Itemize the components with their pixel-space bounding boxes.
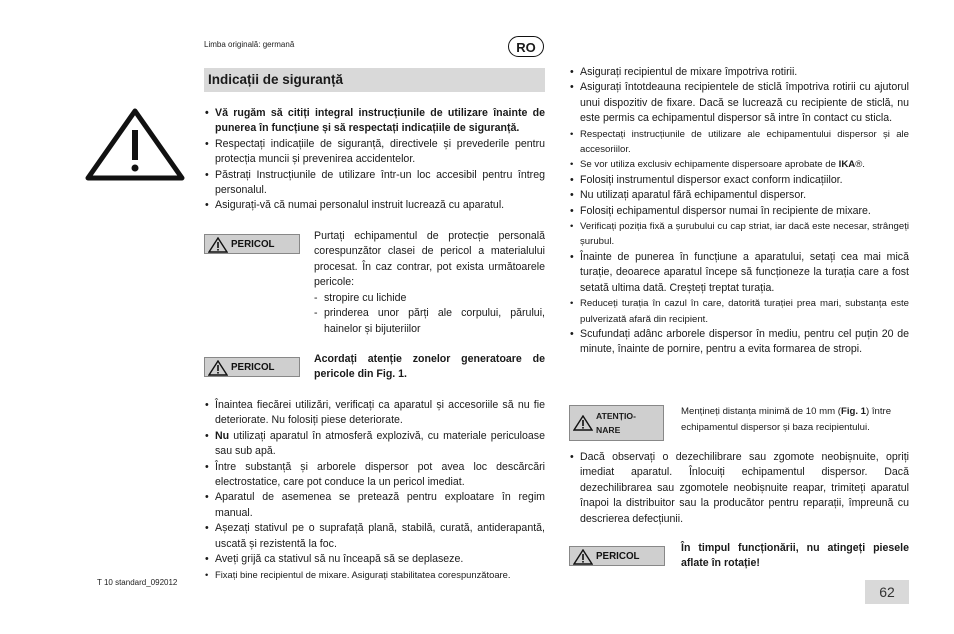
list-item: • Respectați instrucțiunile de utilizare ale echipamentului dispersor și ale accesoriilor. <box>570 127 909 158</box>
attention-text-part: ) între echipamentul dispersor și baza recipientului. <box>681 406 892 433</box>
intro-bullet: • Respectați indicațiile de siguranță, directivele și prevederile pentru protecția muncii și prevenirea accidentelor. <box>205 137 545 168</box>
list-item: • Folosiți echipamentul dispersor numai în recipiente de mixare. <box>570 204 909 219</box>
list-item <box>205 429 545 460</box>
intro-bullet: • Păstrați Instrucțiunile de utilizare într-un loc accesibil pentru întreg personalul. <box>205 168 545 199</box>
attention-text-part: Mențineți distanța minimă de 10 mm ( <box>681 406 841 417</box>
list-item-text: utilizați aparatul în atmosferă explozivă, cu materiale periculoase sau sub apă. <box>215 429 545 458</box>
warning-icon <box>573 549 593 565</box>
danger-label-box <box>204 234 300 254</box>
nu-bold: Nu <box>215 429 230 442</box>
warning1-list <box>314 291 545 337</box>
list-item: • Nu utilizați aparatul fără echipamentul dispersor. <box>570 188 909 203</box>
attention-text <box>681 404 909 436</box>
danger-label: PERICOL <box>231 239 275 250</box>
list-item: • Dacă observați o dezechilibrare sau zgomote neobișnuite, opriți imediat aparatul. Înlocuiți echipamentul dispersor. Dacă dezechilibrarea sau zgomotele neobișnuite reapar, trimiteți aparatul înapoi la distribuitor sau la producător pentru reparații, împreună cu descrierea defecțiunii. <box>570 450 909 527</box>
list-item-text: Se vor utiliza exclusiv echipamente dispersoare aprobate de <box>580 159 836 171</box>
language-note: Limba originală: germană <box>204 40 295 49</box>
list-item <box>570 157 909 172</box>
warning1-text: Purtați echipamentul de protecție personală corespunzător clasei de pericol a materialului procesat. În caz contrar, pot exista următoarele pericole: <box>314 230 545 289</box>
list-item: • Asigurați întotdeauna recipientele de sticlă împotriva rotirii cu ajutorul unui dispozitiv de fixare. Dacă se lucrează cu recipiente de sticlă, nu este permis ca echipamentul dispersor să intre în contact cu sticla. <box>570 80 909 126</box>
attention-label-line: ATENȚIO- <box>596 411 636 421</box>
list-item: • Reduceți turația în cazul în care, datorită turației prea mari, substanța este pulverizată afară din recipient. <box>570 296 909 327</box>
language-badge: RO <box>508 36 544 57</box>
list-item: • Între substanță și arborele dispersor pot avea loc descărcări electrostatice, care pot conduce la un pericol imediat. <box>205 460 545 491</box>
list-item: • Scufundați adânc arborele dispersor în mediu, pentru cel puțin 20 de minute, înainte de pornire, pentru a evita formarea de stropi. <box>570 327 909 358</box>
warning2-text: Acordați atenție zonelor generatoare de pericole din Fig. 1. <box>314 353 545 381</box>
right-bullet-list-2 <box>570 450 909 527</box>
ika-reg: ®. <box>855 159 865 171</box>
danger-label: PERICOL <box>231 362 275 373</box>
danger-label: PERICOL <box>596 551 640 562</box>
list-item: • Asigurați recipientul de mixare împotriva rotirii. <box>570 65 909 80</box>
list-item: • Verificați poziția fixă a șurubului cu cap striat, iar dacă este necesar, strângeți șurubul. <box>570 219 909 250</box>
intro-bullet: • Asigurați-vă că numai personalul instruit lucrează cu aparatul. <box>205 198 545 213</box>
page-number: 62 <box>865 580 909 604</box>
attention-label-box <box>569 405 664 441</box>
document-code: T 10 standard_092012 <box>97 578 178 587</box>
list-item: • Fixați bine recipientul de mixare. Asigurați stabilitatea corespunzătoare. <box>205 567 545 582</box>
list-item: • Aveți grijă ca stativul să nu înceapă să se deplaseze. <box>205 552 545 567</box>
list-item: • Înainte de punerea în funcțiune a aparatului, setați cea mai mică turație, deoarece aparatul începe să funcționeze la turația care a fost setată ultima dată. Creșteți treptat turația. <box>570 250 909 296</box>
warning1-item: - prinderea unor părți ale corpului, părului, hainelor și bijuteriilor <box>314 306 545 337</box>
list-item: • Aparatul de asemenea se pretează pentru exploatare în regim manual. <box>205 490 545 521</box>
warning-triangle-icon <box>84 106 186 182</box>
ika-brand: IKA <box>838 159 856 171</box>
warning-icon <box>208 237 228 253</box>
warning-icon <box>208 360 228 376</box>
danger-label-box <box>204 357 300 377</box>
left-bullet-list <box>205 398 545 583</box>
section-title: Indicații de siguranță <box>204 68 545 92</box>
intro-bullet-list <box>205 106 545 214</box>
list-item: • Folosiți instrumentul dispersor exact conform indicațiilor. <box>570 173 909 188</box>
warning3-text: În timpul funcționării, nu atingeți piesele aflate în rotație! <box>681 542 909 570</box>
warning-icon <box>573 415 593 431</box>
right-bullet-list <box>570 65 909 358</box>
list-item: • Așezați stativul pe o suprafață plană, stabilă, curată, antiderapantă, uscată și rezistentă la foc. <box>205 521 545 552</box>
intro-bullet: • Vă rugăm să citiți integral instrucțiunile de utilizare înainte de punerea în funcțiune și să respectați indicațiile de siguranță. <box>205 106 545 137</box>
attention-label-line: NARE <box>596 425 621 435</box>
attention-label <box>596 409 636 437</box>
figure-ref: Fig. 1 <box>840 406 867 417</box>
warning1-item: - stropire cu lichide <box>314 291 545 306</box>
danger-label-box <box>569 546 665 566</box>
list-item: • Înaintea fiecărei utilizări, verificați ca aparatul și accesoriile să nu fie deteriorate. Nu folosiți piese deteriorate. <box>205 398 545 429</box>
